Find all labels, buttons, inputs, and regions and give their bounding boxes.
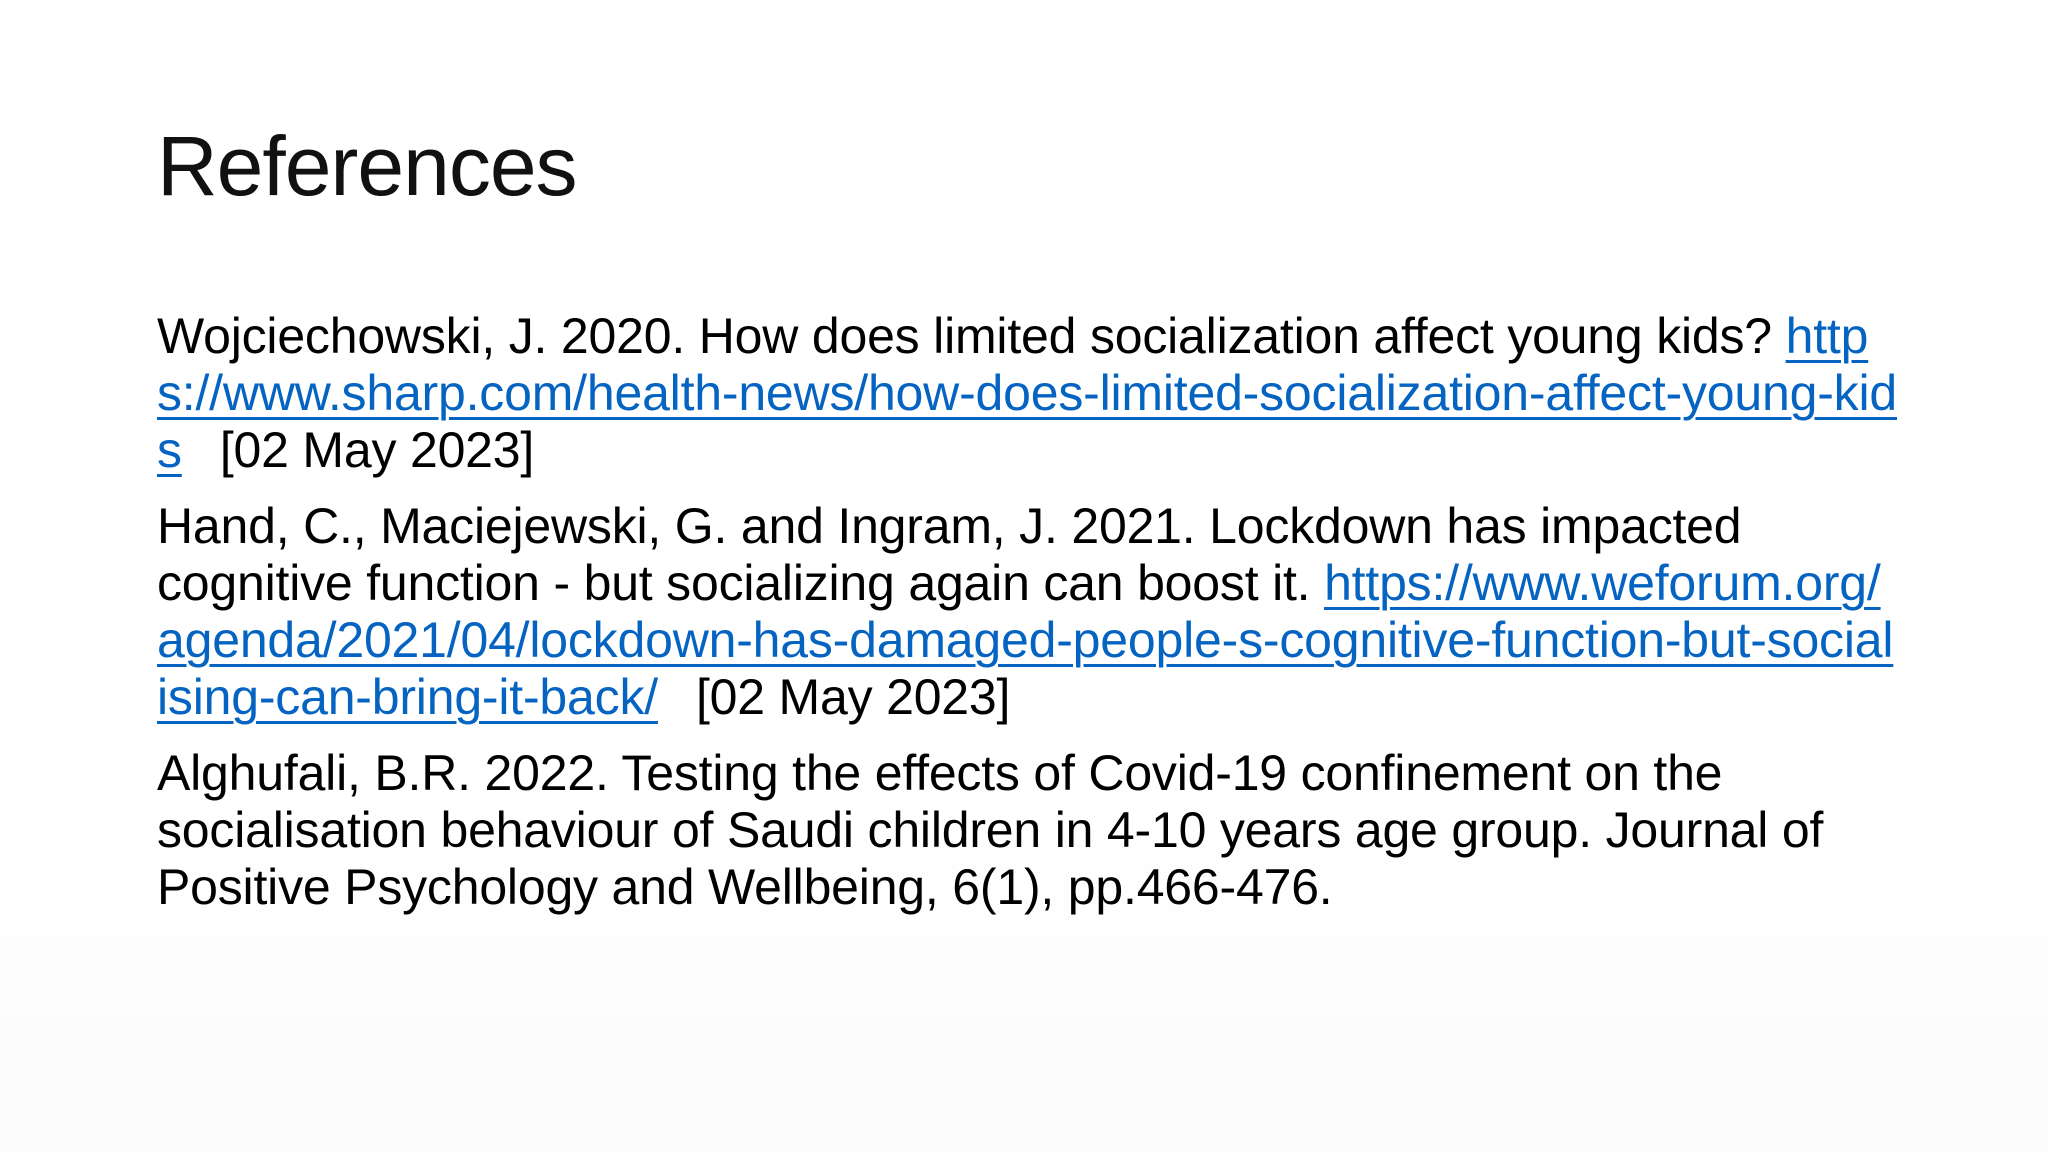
reference-access-date: [02 May 2023]: [695, 669, 1011, 725]
reference-citation: Wojciechowski, J. 2020. How does limited socialization affect young kids?: [157, 308, 1786, 364]
slide-title: References: [157, 119, 577, 213]
reference-item: [157, 498, 1897, 726]
reference-item: [157, 308, 1897, 479]
reference-link[interactable]: https://www.sharp.com/health-news/how-does-limited-socialization-affect-young-kids: [157, 308, 1897, 478]
references-list: [157, 308, 1897, 935]
reference-citation: Hand, C., Maciejewski, G. and Ingram, J. 2021. Lockdown has impacted cognitive function - but socializing again can boost it.: [157, 498, 1742, 611]
reference-citation: Alghufali, B.R. 2022. Testing the effects of Covid-19 confinement on the socialisation behaviour of Saudi children in 4-10 years age group. Journal of Positive Psychology and Wellbeing, 6(1), pp.466-476.: [157, 745, 1824, 915]
reference-item: [157, 745, 1897, 916]
reference-access-date: [02 May 2023]: [219, 422, 535, 478]
reference-link[interactable]: https://www.weforum.org/agenda/2021/04/lockdown-has-damaged-people-s-cognitive-function-but-socialising-can-bring-it-back/: [157, 555, 1894, 725]
